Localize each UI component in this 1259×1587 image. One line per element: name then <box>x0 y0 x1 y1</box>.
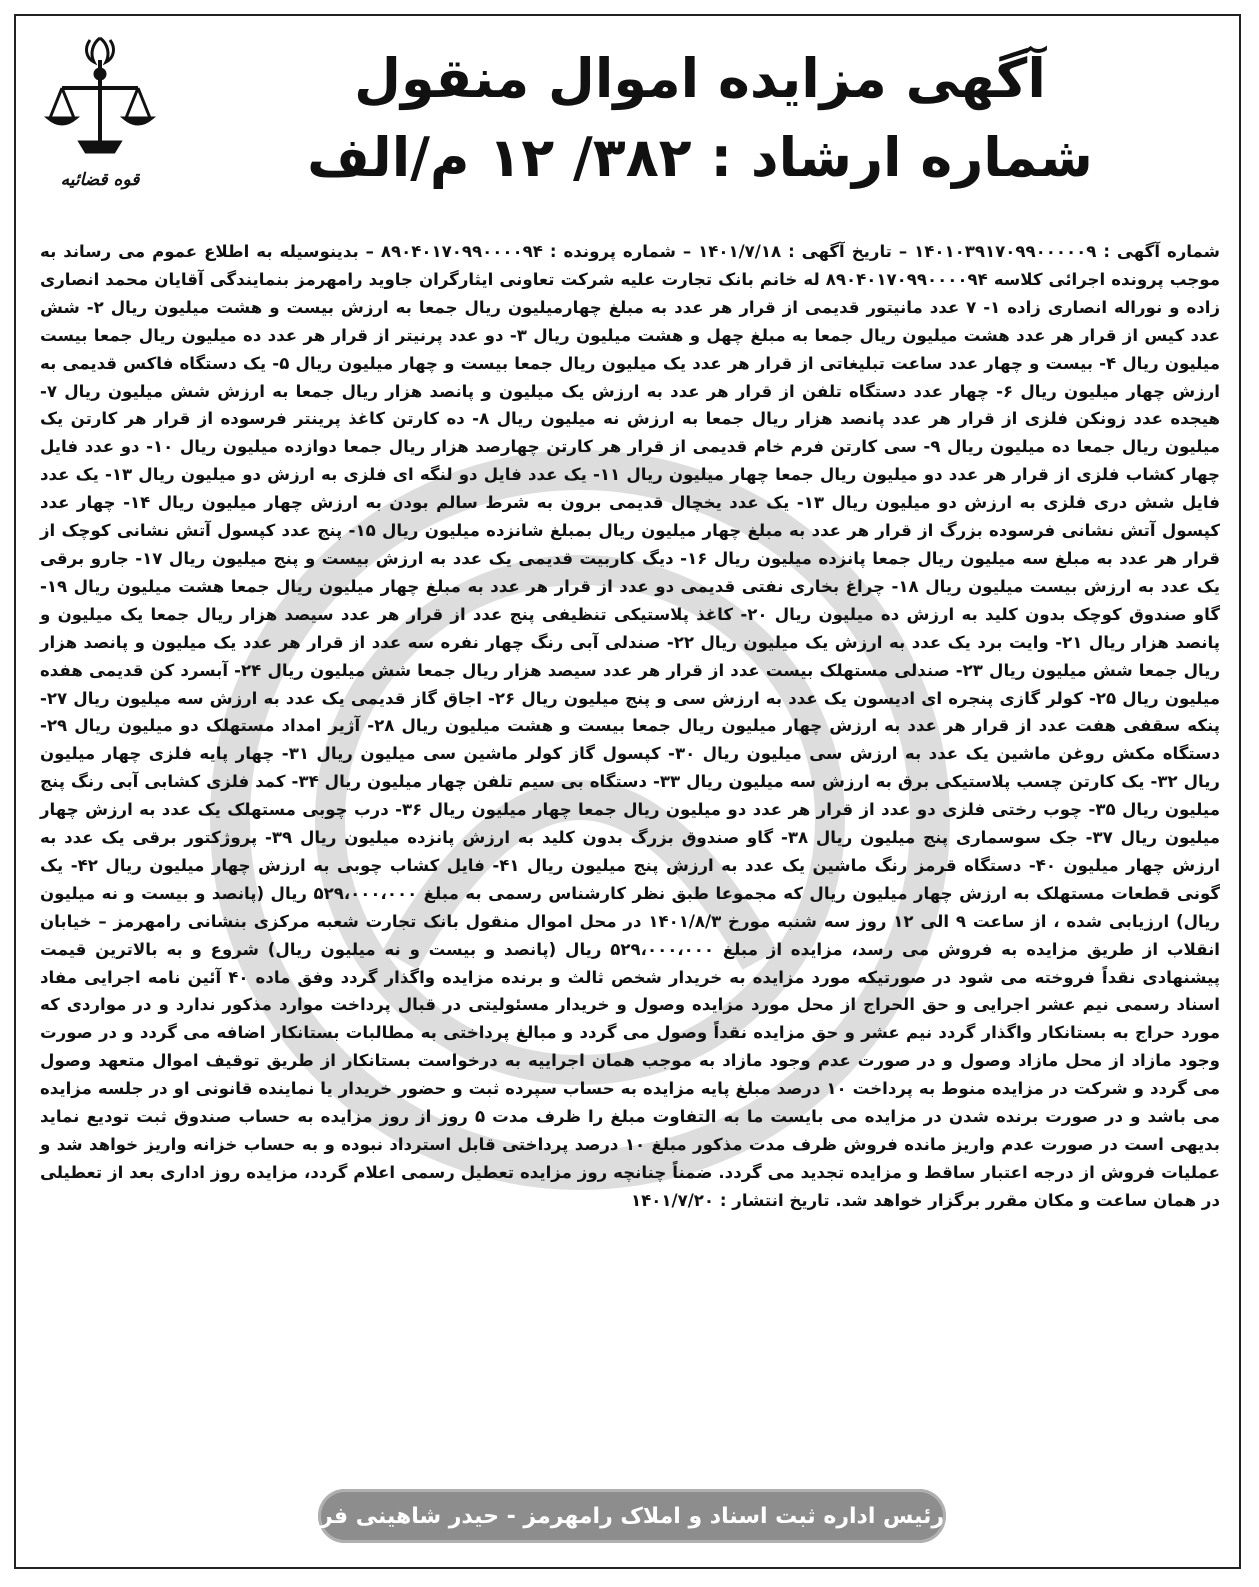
judiciary-emblem <box>40 30 160 200</box>
page-title: آگهی مزایده اموال منقول <box>354 47 1046 110</box>
title-block <box>200 40 1200 198</box>
guidance-number: شماره ارشاد : ۳۸۲/ ۱۲ م/الف <box>307 126 1093 189</box>
signature-bar <box>318 1489 946 1543</box>
scales-of-justice-icon <box>40 30 160 170</box>
emblem-label: قوه قضائیه <box>60 170 140 190</box>
notice-body: شماره آگهی : ۱۴۰۱۰۳۹۱۷۰۹۹۰۰۰۰۰۹ – تاریخ آگهی : ۱۴۰۱/۷/۱۸ – شماره پرونده : ۸۹۰۴۰۱۷۰۹۹۰۰۰۰۹۴ – بدینوسیله به اطلاع عموم می رساند به موجب پرونده اجرائی کلاسه ۸۹۰۴۰۱۷۰۹۹۰۰۰۰۹۴ له خانم بانک تجارت علیه شرکت تعاونی ایثارگران جاوید رامهرمز بنمایندگی آقایان محمد انصاری زاده و نوراله انصاری زاده ۱- ۷ عدد مانیتور قدیمی از قرار هر عدد به مبلغ چهارمیلیون ریال جمعا به ارزش بیست و هشت میلیون ریال ۲- شش عدد کیس از قرار هر عدد هشت میلیون ریال جمعا به مبلغ چهل و هشت میلیون ریال ۳- دو عدد پرنیتر از قرار هر عدد ده میلیون ریال جمعا بیست میلیون ریال ۴- بیست و چهار عدد ساعت تبلیغاتی از قرار هر عدد یک میلیون ریال جمعا بیست و چهار میلیون ریال ۵- یک دستگاه فاکس قدیمی به ارزش چهار میلیون ریال ۶- چهار عدد دستگاه تلفن از قرار هر عدد به ارزش یک میلیون و پانصد هزار ریال جمعا به ارزش شش میلیون ریال ۷- هیجده عدد زونکن فلزی از قرار هر عدد پانصد هزار ریال جمعا به ارزش نه میلیون ریال ۸- ده کارتن کاغذ پرینتر فرسوده از قرار هر کارتن یک میلیون ریال جمعا ده میلیون ریال ۹- سی کارتن فرم خام قدیمی از قرار هر کارتن چهارصد هزار ریال جمعا دوازده میلیون ریال ۱۰- دو عدد فایل چهار کشاب فلزی از قرار هر عدد دو میلیون ریال جمعا چهار میلیون ریال ۱۱- یک عدد فایل دو لنگه ای فلزی به ارزش دو میلیون ریال ۱۳- یک عدد فایل شش دری فلزی به ارزش دو میلیون ریال ۱۳- یک عدد یخچال قدیمی برون به شرط سالم بودن به ارزش چهار میلیون ریال ۱۴- چهار عدد کپسول آتش نشانی فرسوده بزرگ از قرار هر عدد به مبلغ چهار میلیون ریال بمبلغ شانزده میلیون ریال ۱۵- پنج عدد کپسول آتش نشانی کوچک از قرار هر عدد به مبلغ سه میلیون ریال جمعا پانزده میلیون ریال ۱۶- دیگ کاربیت قدیمی یک عدد به ارزش بیست و پنج میلیون ریال ۱۷- جارو برقی یک عدد به ارزش بیست میلیون ریال ۱۸- چراغ بخاری نفتی قدیمی دو عدد از قرار هر عدد به مبلغ چهار میلیون ریال جمعا هشت میلیون ریال ۱۹- گاو صندوق کوچک بدون کلید به ارزش ده میلیون ریال ۲۰- کاغذ پلاستیکی تنظیفی پنج عدد از قرار هر عدد سیصد هزار ریال جمعا یک میلیون و پانصد هزار ریال ۲۱- وایت برد یک عدد به ارزش یک میلیون ریال ۲۲- صندلی آبی رنگ چهار نفره سه عدد از قرار هر عدد یک میلیون و پانصد هزار ریال جمعا شش میلیون ریال ۲۳- صندلی مستهلک بیست عدد از قرار هر عدد سیصد هزار ریال جمعا شش میلیون ریال ۲۴- آبسرد کن قدیمی هفده میلیون ریال ۲۵- کولر گازی پنجره ای ادیسون یک عدد به ارزش سی و پنج میلیون ریال ۲۶- اجاق گاز قدیمی یک عدد به ارزش سه میلیون ریال ۲۷-پنکه سقفی هفت عدد از قرار هر عدد به ارزش چهار میلیون ریال جمعا بیست و هشت میلیون ریال ۲۸- آژیر امداد مستهلک دو میلیون ریال ۲۹- دستگاه مکش روغن ماشین یک عدد به ارزش سی میلیون ریال ۳۰- کپسول گاز کولر ماشین سی میلیون ریال ۳۱- چهار پایه فلزی چهار میلیون ریال ۳۲- یک کارتن چسب پلاستیکی برق به ارزش سه میلیون ریال ۳۳- دستگاه بی سیم تلفن چهار میلیون ریال ۳۴- کمد فلزی کشابی آبی رنگ پنج میلیون ریال ۳۵- چوب رختی فلزی دو عدد از قرار هر عدد دو میلیون ریال جمعا چهار میلیون ریال ۳۶- درب چوبی مستهلک یک عدد به ارزش چهار میلیون ریال ۳۷- جک سوسماری پنج میلیون ریال ۳۸- گاو صندوق بزرگ بدون کلید به ارزش پانزده میلیون ریال ۳۹- پروژکتور برقی یک عدد به ارزش چهار میلیون ۴۰- دستگاه قرمز رنگ ماشین یک عدد به ارزش پنج میلیون ریال ۴۱- فایل کشاب چوبی به ارزش چهار میلیون ریال ۴۲- یک گونی قطعات مستهلک به ارزش چهار میلیون ریال که مجموعا طبق نظر کارشناس رسمی به مبلغ ۵۲۹،۰۰۰،۰۰۰ ریال (پانصد و بیست و نه میلیون ریال) ارزیابی شده ، از ساعت ۹ الی ۱۲ روز سه شنبه مورخ ۱۴۰۱/۸/۳ در محل اموال منقول بانک تجارت شعبه مرکزی بنشانی رامهرمز – خیابان انقلاب از طریق مزایده به فروش می رسد، مزایده از مبلغ ۵۲۹،۰۰۰،۰۰۰ ریال (پانصد و بیست و نه میلیون ریال) شروع و به بالاترین قیمت پیشنهادی نقداً فروخته می شود در صورتیکه مورد مزایده به خریدار شخص ثالث و برنده مزایده واگذار گردد وفق ماده ۴۰ آئین نامه اجرایی مفاد اسناد رسمی نیم عشر اجرایی و حق الحراج از محل مورد مزایده وصول و خریدار مسئولیتی در قبال پرداخت موارد مذکور ندارد و در مواردی که مورد حراج به بستانکار واگذار گردد نیم عشر و حق مزایده نقداً وصول می گردد و مبالغ پرداختی به مطالبات بستانکار اضافه می گردد و در صورت وجود مازاد از محل مازاد وصول و در صورت عدم وجود مازاد به موجب همان اجراییه به درخواست بستانکار از طریق توقیف اموال متعهد وصول می گردد و شرکت در مزایده منوط به پرداخت ۱۰ درصد مبلغ پایه مزایده به حساب سپرده ثبت و حضور خریدار یا نماینده قانونی او در جلسه مزایده می باشد و در صورت برنده شدن در مزایده می بایست ما به التفاوت مبلغ را ظرف مدت ۵ روز از روز مزایده به حساب صندوق ثبت تودیع نماید بدیهی است در صورت عدم واریز مانده فروش ظرف مدت مذکور مبلغ ۱۰ درصد پرداختی قابل استرداد نبوده و به حساب خزانه واریز خواهد شد و عملیات فروش از درجه اعتبار ساقط و مزایده تجدید می گردد. ضمناً چنانچه روز مزایده تعطیل رسمی اعلام گردد، مزایده روز اداری بعد از تعطیلی در همان ساعت و مکان مقرر برگزار خواهد شد. تاریخ انتشار : ۱۴۰۱/۷/۲۰ <box>40 242 1221 1210</box>
signature-text: رئیس اداره ثبت اسناد و املاک رامهرمز - حیدر شاهینی فر <box>319 1503 945 1529</box>
